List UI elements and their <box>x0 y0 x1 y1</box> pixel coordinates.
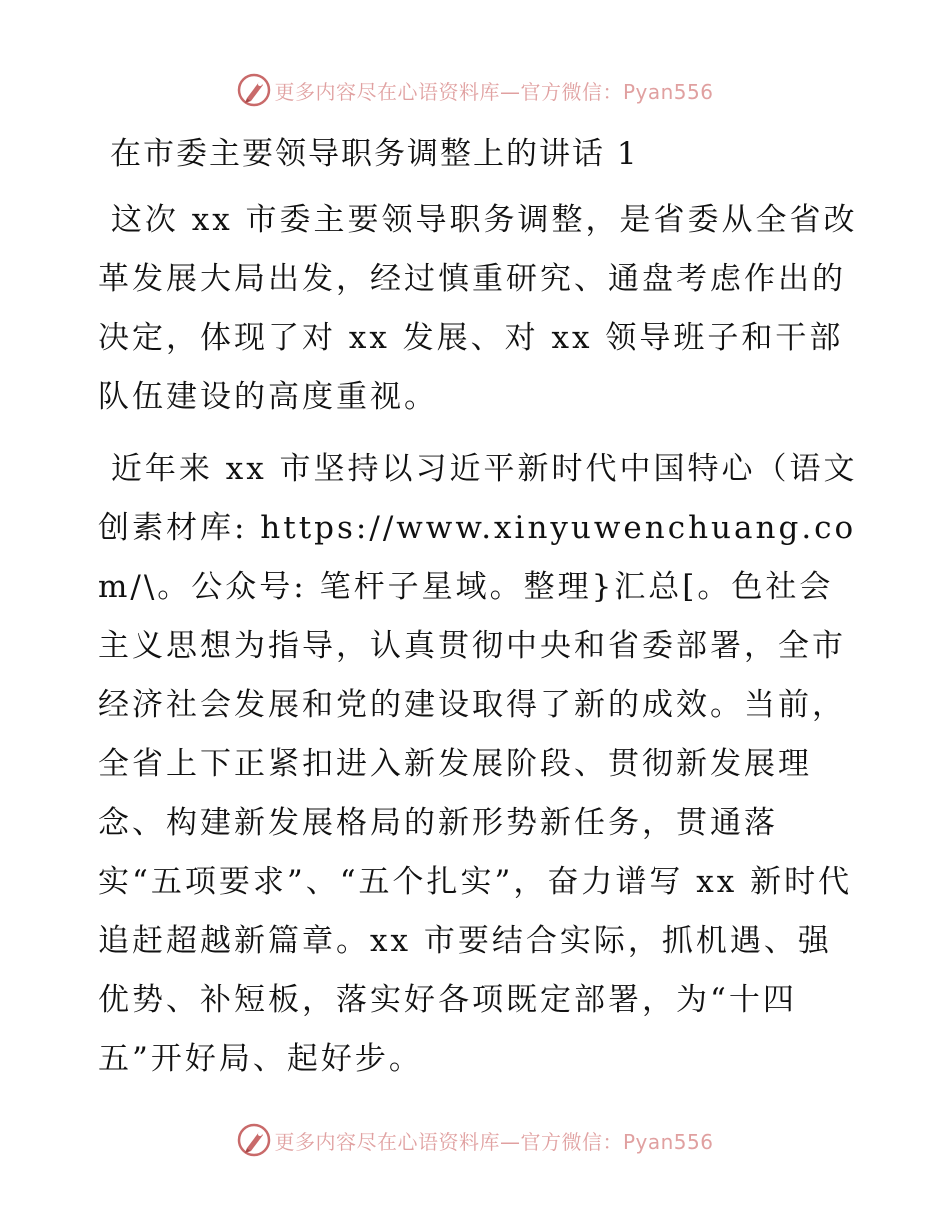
watermark-text: 更多内容尽在心语资料库—官方微信：Pyan556 <box>274 79 714 104</box>
paragraph-1: 这次 xx 市委主要领导职务调整，是省委从全省改革发展大局出发，经过慎重研究、通盘考虑作出的决定，体现了对 xx 发展、对 xx 领导班子和干部队伍建设的高度重视。 <box>98 202 858 415</box>
paragraph-2: 近年来 xx 市坚持以习近平新时代中国特心（语文创素材库: https://www.xinyuwenchuang.com/\。公众号: 笔杆子星域。整理}汇总[。色社会主义思想为指导，认真贯彻中央和省委部署，全市经济社会发展和党的建设取得了新的成效。当前，全省上下正紧扣进入新发展阶段、贯彻新发展理念、构建新发展格局的新形势新任务，贯通落实“五项要求”、“五个扎实”，奋力谱写 xx 新时代追赶超越新篇章。xx 市要结合实际，抓机遇、强优势、补短板，落实好各项既定部署，为“十四五”开好局、起好步。 <box>98 451 858 1077</box>
header-watermark <box>0 70 950 110</box>
document-title: 在市委主要领导职务调整上的讲话 1 <box>110 136 639 172</box>
watermark-text: 更多内容尽在心语资料库—官方微信：Pyan556 <box>274 1129 714 1154</box>
pen-nib-logo-icon <box>236 1122 272 1158</box>
pen-nib-logo-icon <box>236 72 272 108</box>
footer-watermark <box>0 1120 950 1160</box>
